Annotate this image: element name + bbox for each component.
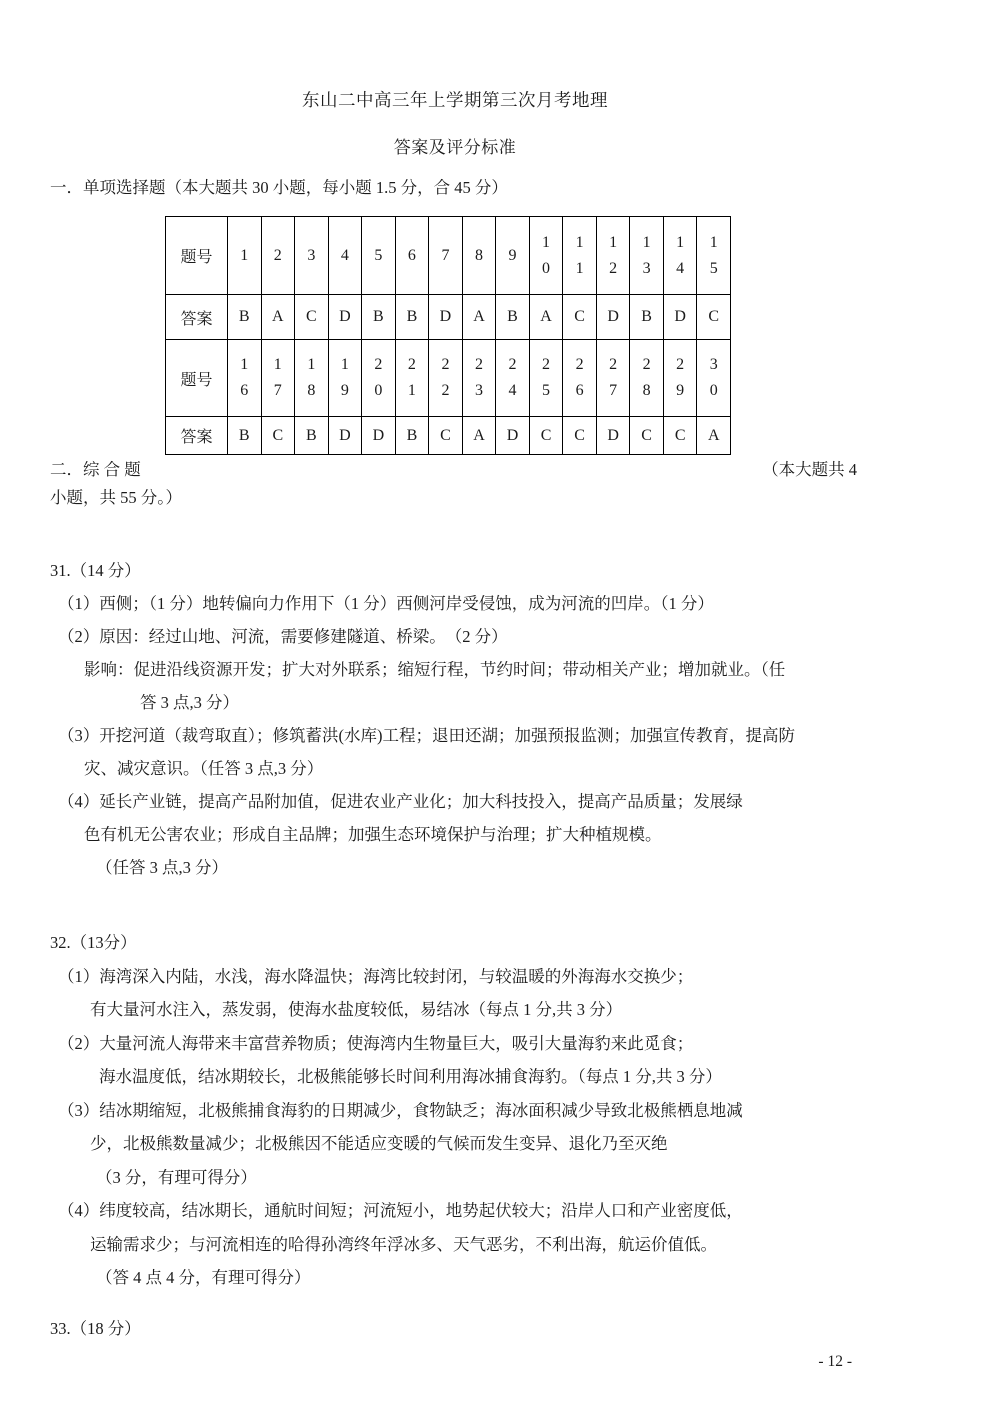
answer-cell: C — [295, 295, 329, 340]
answer-cell: A — [462, 417, 496, 455]
question-number-cell: 24 — [496, 340, 530, 417]
answer-line: （任答 3 点,3 分） — [96, 858, 228, 877]
table-row-question-numbers-2 — [166, 340, 731, 417]
document-subtitle: 答案及评分标准 — [393, 138, 517, 157]
answer-line: 少，北极熊数量减少；北极熊因不能适应变暖的气候而发生变异、退化乃至灭绝 — [90, 1134, 668, 1153]
table-row-label: 题号 — [166, 217, 228, 295]
answer-line: （2）大量河流人海带来丰富营养物质；使海湾内生物量巨大，吸引大量海豹来此觅食； — [58, 1033, 694, 1053]
question-number-cell: 12 — [596, 217, 630, 295]
answer-cell: A — [261, 295, 295, 340]
answer-line: （3）结冰期缩短，北极熊捕食海豹的日期减少，食物缺乏；海冰面积减少导致北极熊栖息地减 — [58, 1100, 743, 1120]
answer-cell: C — [663, 417, 697, 455]
answer-cell: D — [362, 417, 396, 455]
title-block — [50, 88, 860, 160]
question-number-cell: 15 — [697, 217, 731, 295]
answer-cell: C — [529, 417, 563, 455]
section2-heading: 二．综 合 题 — [50, 460, 141, 479]
answer-cell: B — [228, 295, 262, 340]
section1-heading: 一．单项选择题（本大题共 30 小题，每小题 1.5 分，合 45 分） — [50, 178, 508, 197]
answer-cell: B — [395, 295, 429, 340]
answer-cell: B — [228, 417, 262, 455]
answer-cell: C — [261, 417, 295, 455]
answer-cell: D — [663, 295, 697, 340]
answer-cell: D — [596, 295, 630, 340]
answer-cell: C — [630, 417, 664, 455]
answer-cell: D — [596, 417, 630, 455]
answer-line: 色有机无公害农业；形成自主品牌；加强生态环境保护与治理；扩大种植规模。 — [84, 825, 662, 844]
answer-cell: D — [496, 417, 530, 455]
section2-heading-row — [50, 458, 942, 482]
table-row-label: 答案 — [166, 417, 228, 455]
question-number-cell: 29 — [663, 340, 697, 417]
answer-cell: D — [328, 417, 362, 455]
answer-cell: C — [697, 295, 731, 340]
question-number-cell: 25 — [529, 340, 563, 417]
section2-heading-right: （本大题共 4 — [762, 460, 857, 479]
question-number-cell: 14 — [663, 217, 697, 295]
answer-line: （4）纬度较高，结冰期长，通航时间短；河流短小，地势起伏较大；沿岸人口和产业密度低， — [58, 1201, 743, 1220]
question-31-block — [50, 554, 942, 884]
answer-line: 影响：促进沿线资源开发；扩大对外联系；缩短行程，节约时间；带动相关产业；增加就业。（任 — [84, 660, 786, 679]
question-number-cell: 30 — [697, 340, 731, 417]
question-33-heading: 33.（18 分） — [50, 1318, 141, 1338]
question-number-cell: 20 — [362, 340, 396, 417]
question-number-cell: 19 — [328, 340, 362, 417]
answer-line: 答 3 点,3 分） — [140, 693, 239, 712]
question-32-block — [50, 926, 942, 1295]
answer-cell: B — [496, 295, 530, 340]
answer-key-table — [165, 216, 731, 455]
question-number-cell: 8 — [462, 217, 496, 295]
answer-line: （1）海湾深入内陆，水浅，海水降温快；海湾比较封闭，与较温暖的外海海水交换少； — [58, 966, 694, 986]
answer-line: （2）原因：经过山地、河流，需要修建隧道、桥梁。 （2 分） — [58, 627, 508, 646]
question-number-cell: 2 — [261, 217, 295, 295]
table-row-answers-1 — [166, 295, 731, 340]
answer-cell: B — [630, 295, 664, 340]
answer-line: （3）开挖河道（裁弯取直）；修筑蓄洪(水库)工程；退田还湖；加强预报监测；加强宣传教育，提高防 — [58, 726, 795, 745]
answer-cell: C — [563, 295, 597, 340]
question-number-cell: 23 — [462, 340, 496, 417]
question-32-heading: 32.（13分） — [50, 933, 137, 952]
question-number-cell: 16 — [228, 340, 262, 417]
answer-cell: D — [429, 295, 463, 340]
question-number-cell: 28 — [630, 340, 664, 417]
question-number-cell: 27 — [596, 340, 630, 417]
question-number-cell: 21 — [395, 340, 429, 417]
question-number-cell: 7 — [429, 217, 463, 295]
document-title: 东山二中高三年上学期第三次月考地理 — [302, 90, 608, 110]
answer-cell: B — [362, 295, 396, 340]
answer-line: （1）西侧；（1 分）地转偏向力作用下（1 分）西侧河岸受侵蚀，成为河流的凹岸。（1 分） — [58, 594, 714, 613]
question-number-cell: 11 — [563, 217, 597, 295]
answer-line: （4）延长产业链，提高产品附加值，促进农业产业化；加大科技投入，提高产品质量；发展绿 — [58, 792, 743, 811]
answer-cell: A — [462, 295, 496, 340]
question-number-cell: 1 — [228, 217, 262, 295]
answer-cell: B — [295, 417, 329, 455]
answer-line: （答 4 点 4 分，有理可得分） — [96, 1268, 311, 1287]
question-number-cell: 5 — [362, 217, 396, 295]
question-number-cell: 17 — [261, 340, 295, 417]
answer-line: 灾、减灾意识。（任答 3 点,3 分） — [84, 759, 324, 778]
question-number-cell: 9 — [496, 217, 530, 295]
answer-line: 海水温度低，结冰期较长，北极熊能够长时间利用海冰捕食海豹。（每点 1 分,共 3 分） — [99, 1067, 722, 1086]
table-row-answers-2 — [166, 417, 731, 455]
question-33-block — [50, 1312, 942, 1345]
answer-line: 运输需求少；与河流相连的哈得孙湾终年浮冰多、天气恶劣，不利出海，航运价值低。 — [90, 1234, 717, 1254]
answer-line: （3 分，有理可得分） — [96, 1167, 257, 1187]
section2-heading-continuation: 小题，共 55 分。） — [50, 488, 182, 507]
question-number-cell: 22 — [429, 340, 463, 417]
answer-line: 有大量河水注入，蒸发弱，使海水盐度较低，易结冰（每点 1 分,共 3 分） — [90, 1000, 623, 1019]
question-number-cell: 4 — [328, 217, 362, 295]
answer-cell: A — [529, 295, 563, 340]
question-number-cell: 3 — [295, 217, 329, 295]
answer-cell: A — [697, 417, 731, 455]
table-row-label: 答案 — [166, 295, 228, 340]
answer-cell: C — [429, 417, 463, 455]
question-number-cell: 13 — [630, 217, 664, 295]
answer-cell: C — [563, 417, 597, 455]
question-number-cell: 18 — [295, 340, 329, 417]
answer-cell: D — [328, 295, 362, 340]
question-number-cell: 26 — [563, 340, 597, 417]
answer-cell: B — [395, 417, 429, 455]
question-31-heading: 31.（14 分） — [50, 561, 141, 580]
table-row-question-numbers-1 — [166, 217, 731, 295]
question-number-cell: 6 — [395, 217, 429, 295]
question-number-cell: 10 — [529, 217, 563, 295]
page-number: - 12 - — [818, 1353, 852, 1370]
table-row-label: 题号 — [166, 340, 228, 417]
